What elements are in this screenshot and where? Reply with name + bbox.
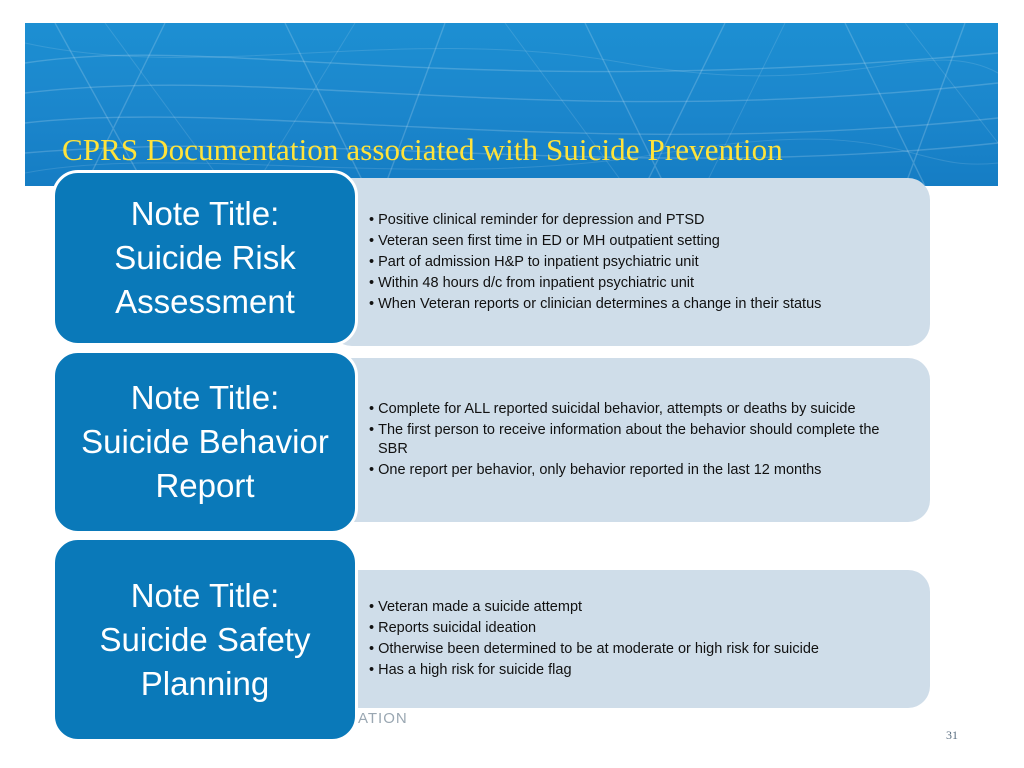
list-item: • One report per behavior, only behavior reported in the last 12 months: [366, 461, 910, 480]
note-label: Note Title:: [130, 576, 280, 614]
bullet-list: [366, 209, 821, 316]
note-title-safety-planning: [52, 537, 358, 742]
slide-title: CPRS Documentation associated with Suicide Prevention: [62, 132, 783, 167]
list-item: • The first person to receive information about the behavior should complete the SBR: [366, 421, 910, 459]
list-item: • Reports suicidal ideation: [366, 619, 819, 638]
note-title-behavior-report: [52, 350, 358, 534]
note-label: Note Title:: [130, 195, 280, 232]
detail-box-safety-planning: [330, 570, 930, 708]
note-name: Suicide Risk Assessment: [114, 239, 296, 320]
note-name: Suicide Safety Planning: [99, 620, 311, 702]
list-item: • Complete for ALL reported suicidal behavior, attempts or deaths by suicide: [366, 400, 910, 419]
list-item: • Veteran seen first time in ED or MH outpatient setting: [366, 232, 821, 251]
bullet-list: [366, 398, 910, 482]
footer-text: ATION: [358, 710, 408, 727]
list-item: • Otherwise been determined to be at moderate or high risk for suicide: [366, 640, 819, 659]
list-item: • When Veteran reports or clinician determines a change in their status: [366, 295, 821, 314]
bullet-list: [366, 596, 819, 682]
list-item: • Within 48 hours d/c from inpatient psychiatric unit: [366, 274, 821, 293]
detail-box-risk-assessment: [330, 178, 930, 346]
list-item: • Veteran made a suicide attempt: [366, 598, 819, 617]
list-item: • Has a high risk for suicide flag: [366, 661, 819, 680]
list-item: • Part of admission H&P to inpatient psychiatric unit: [366, 253, 821, 272]
detail-box-behavior-report: [330, 358, 930, 522]
note-title-risk-assessment: [52, 170, 358, 346]
note-label: Note Title:: [130, 379, 280, 416]
page-number: 31: [946, 728, 958, 742]
list-item: • Positive clinical reminder for depression and PTSD: [366, 211, 821, 230]
note-name: Suicide Behavior Report: [81, 423, 329, 504]
